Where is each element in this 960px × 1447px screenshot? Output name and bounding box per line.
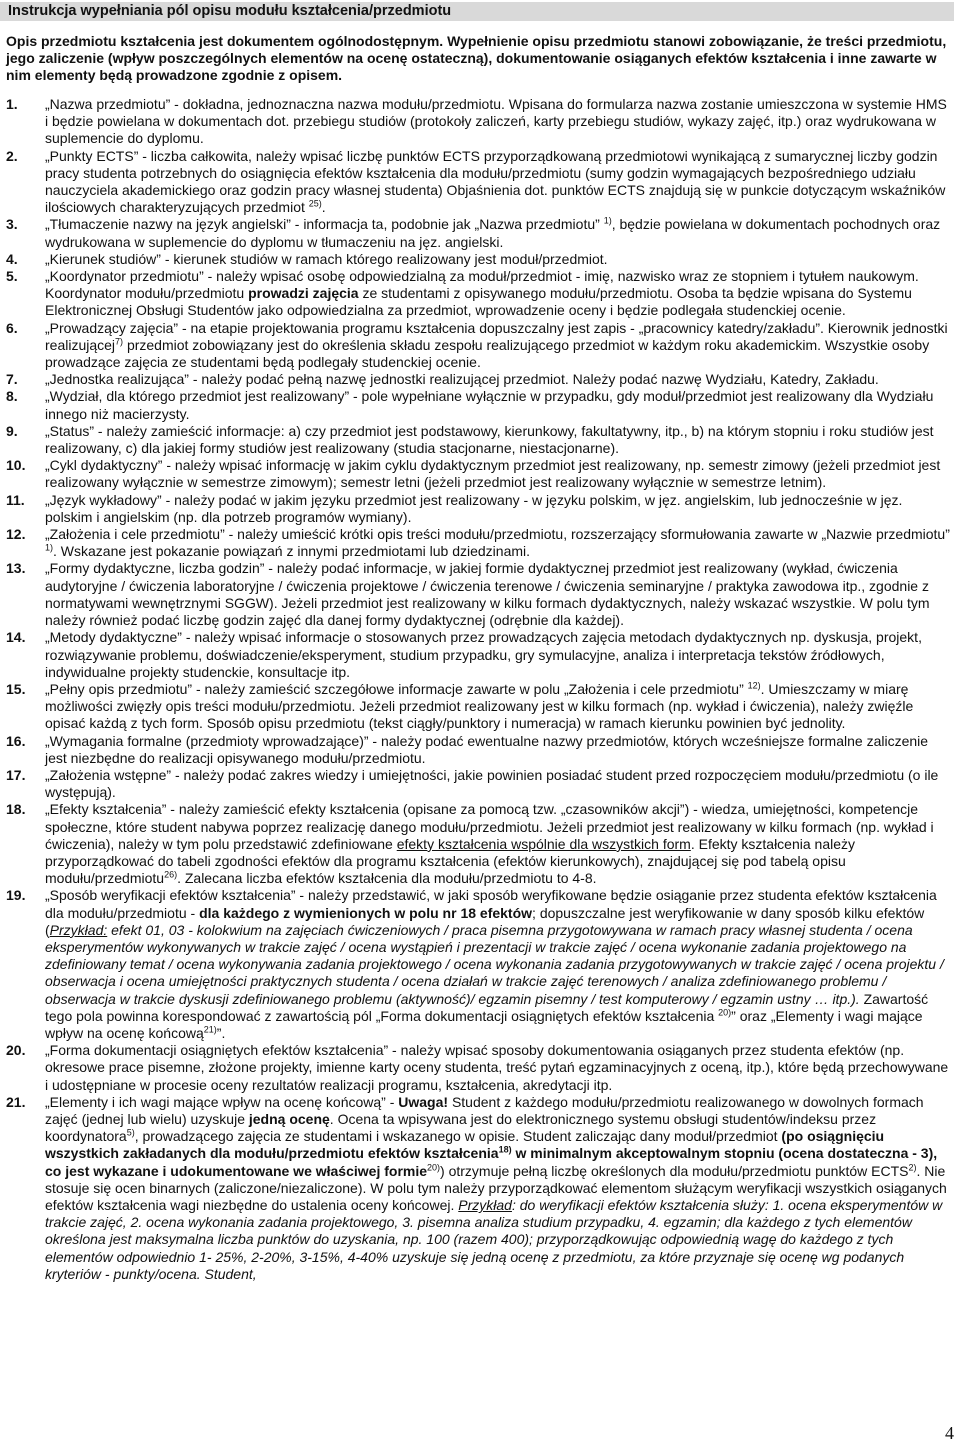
item-number: 2.	[6, 147, 18, 164]
list-item	[6, 733, 950, 767]
item-text-segment: ) otrzymuje pełną liczbę określonych dla modułu/przedmiotu punktów ECTS	[440, 1162, 909, 1179]
item-text-segment: 1)	[45, 542, 54, 553]
item-text-segment: . Ocena ta wpisywana jest do elektronicznego systemu obsługi studentów/indeksu przez koordynatora	[45, 1110, 877, 1145]
list-item	[6, 492, 950, 526]
item-text-segment: , będzie powielana w dokumentach pochodnych oraz wydrukowana w suplemencie do dyplomu w tłumaczeniu na jęz. angielski.	[45, 216, 941, 250]
item-text-segment: ” oraz „Elementy i wagi mające wpływ na ocenę końcową	[45, 1007, 923, 1041]
list-item	[6, 629, 950, 681]
list-item	[6, 148, 950, 217]
list-item	[6, 388, 950, 422]
item-text-segment: „Założenia i cele przedmiotu” - należy umieścić krótki opis treści modułu/przedmiotu, rozszerzający sformułowania zawarte w „Nazwie przedmiotu”	[45, 526, 950, 543]
item-text-segment: Przykład:	[49, 921, 108, 938]
item-text-segment: „Tłumaczenie nazwy na język angielski” - informacja ta, podobnie jak „Nazwa przedmiotu”	[45, 216, 604, 233]
item-number: 13.	[6, 560, 26, 577]
list-item	[6, 801, 950, 887]
list-item	[6, 526, 950, 560]
item-text-segment: .	[321, 199, 326, 216]
item-text-segment: ”.	[216, 1024, 226, 1041]
item-text-segment: Przykład	[458, 1197, 512, 1213]
item-text	[45, 801, 950, 887]
item-text-segment: „Cykl dydaktyczny” - należy wpisać informację w jakim cyklu dydaktycznym przedmiot jest realizowany, np. semestr zimowy (jeżeli przedmiot jest realizowany wyłącznie w semestrze zimowym); semestr letni (jeżeli przedmiot jest realizowany wyłącznie w semestrze letnim).	[45, 457, 941, 491]
item-text	[45, 526, 950, 560]
item-number: 17.	[6, 766, 26, 783]
list-item	[6, 1094, 950, 1283]
list-item	[6, 96, 950, 148]
item-text-segment: „Efekty kształcenia” - należy zamieścić efekty kształcenia (opisane za pomocą tzw. „czasowników akcji”) - wiedza, umiejętności, kompetencje społeczne, które student nabywa poprzez realizację danego modułu/przedmiotu. Jeżeli przedmiot jest realizowany w kilku formach (np. wykład i ćwiczenia), należy w tym polu przedstawić zdefiniowane	[45, 801, 934, 852]
intro-paragraph: Opis przedmiotu kształcenia jest dokumentem ogólnodostępnym. Wypełnienie opisu przedmiotu stanowi zobowiązanie, że treści przedmiotu, jego zaliczenie (wpływ poszczególnych elementów na ocenę ostateczną), dokumentowanie osiąganych efektów kształcenia i inne zawarte w nim elementy będą prowadzone zgodnie z opisem.	[6, 33, 947, 83]
list-item	[6, 681, 950, 733]
item-text	[45, 457, 950, 491]
item-text-segment: 18)	[498, 1144, 512, 1155]
item-text-segment: 12)	[747, 680, 761, 691]
instruction-list	[6, 96, 950, 1283]
item-text-segment: . Efekty kształcenia należy przyporządkować do tabeli zgodności efektów dla programu kształcenia (efektów kierunkowych), znajdującej się pod tabelą opisu modułu/przedmiotu	[45, 835, 856, 887]
item-text	[45, 423, 950, 457]
item-text-segment: 25)	[308, 198, 322, 209]
item-text-segment: efekty kształcenia wspólnie dla wszystkich form	[396, 835, 691, 852]
item-text	[45, 629, 950, 681]
page-title: Instrukcja wypełniania pól opisu modułu kształcenia/przedmiotu	[0, 2, 954, 21]
item-text-segment: . Umieszczamy w miarę możliwości zwięzły opis treści modułu/przedmiotu. Jeżeli przedmiot realizowany jest w kilku formach (np. wykład i ćwiczenia), należy zwięźle opisać każdą z tych form. Sposób opisu przedmiotu (tekst ciągły/punktory i numeracja) w ramach kierunku powinien być jednolity.	[45, 680, 914, 732]
item-text-segment: Zawartość tego pola powinna korespondować z zawartością pól „Forma dokumentacji osiągniętych efektów kształcenia	[45, 990, 929, 1024]
list-item	[6, 268, 950, 320]
item-number: 6.	[6, 319, 18, 336]
item-text-segment: „Elementy i ich wagi mające wpływ na ocenę końcową” -	[45, 1093, 399, 1110]
item-text-segment: „Jednostka realizująca” - należy podać pełną nazwę jednostki realizującej przedmiot. Należy podać nazwę Wydziału, Katedry, Zakładu.	[45, 371, 879, 388]
list-item	[6, 1042, 950, 1094]
item-text-segment: . Nie stosuje się ocen binarnych (zaliczone/niezaliczone). W polu tym należy przyporządkować elementom służącym weryfikacji wszystkich osiąganych efektów kształcenia wagi niezbędne do ustalenia oceny końcowej.	[45, 1162, 947, 1213]
item-number: 12.	[6, 526, 26, 543]
item-number: 16.	[6, 732, 26, 749]
item-text-segment: „Status” - należy zamieścić informacje: a) czy przedmiot jest podstawowy, kierunkowy, fakultatywny, itp., b) na którym stopniu i roku studiów jest realizowany, c) dla jakiej formy studiów jest realizowany (studia stacjonarne, niestacjonarne).	[45, 422, 934, 457]
item-number: 15.	[6, 680, 26, 697]
item-text-segment: „Język wykładowy” - należy podać w jakim języku przedmiot jest realizowany - w języku polskim, w jęz. angielskim, lub jednocześnie w jęz. polskim i angielskim (np. dla potrzeb programów wymiany).	[45, 491, 903, 525]
page-number: 4	[945, 1423, 954, 1443]
item-number: 3.	[6, 216, 18, 233]
item-text-segment: 7)	[115, 336, 124, 347]
item-text-segment: „Sposób weryfikacji efektów kształcenia” - należy przedstawić, w jaki sposób weryfikowane będzie osiąganie przez studenta efektów kształcenia dla modułu/przedmiotu -	[45, 887, 937, 921]
list-item	[6, 216, 950, 250]
item-text-segment: . Zalecana liczba efektów kształcenia dla modułu/przedmiotu to 4-8.	[177, 870, 597, 887]
item-number: 9.	[6, 422, 18, 439]
item-number: 18.	[6, 801, 26, 818]
list-item	[6, 560, 950, 629]
item-text-segment: „Metody dydaktyczne” - należy wpisać informacje o stosowanych przez prowadzących zajęcia metodach dydaktycznych np. dyskusja, projekt, rozwiązywanie problemu, doświadczenie/eksperyment, studium przypadku, gry symulacyjne, analiza i interpretacja tekstów źródłowych, indywidualne projekty studenckie, konsultacje itp.	[45, 629, 922, 680]
item-text	[45, 492, 950, 526]
item-text-segment: 20)	[427, 1161, 441, 1172]
item-text-segment: 21)	[203, 1024, 217, 1035]
item-number: 5.	[6, 268, 18, 285]
item-text	[45, 148, 950, 217]
item-number: 7.	[6, 371, 18, 388]
item-text-segment: „Wymagania formalne (przedmioty wprowadzające)” - należy podać ewentualne nazwy przedmiotów, których wcześniejsze formalne zaliczenie jest niezbędne do realizacji opisywanego modułu/przedmiotu.	[45, 732, 929, 766]
item-text	[45, 251, 950, 268]
item-text	[45, 268, 950, 320]
item-number: 4.	[6, 250, 18, 267]
item-text-segment: ze studentami z opisywanego modułu/przedmiotu. Osoba ta będzie wpisana do Systemu Elektronicznej Obsługi Studentów jako odpowiedzialna za przedmiot, wprowadzenie oceny i będzie podlegała studenckiej ocenie.	[45, 285, 912, 319]
item-text-segment: „Punkty ECTS” - liczba całkowita, należy wpisać liczbę punktów ECTS przyporządkowaną przedmiotowi wynikającą z sumarycznej liczby godzin pracy studenta potrzebnych do osiągnięcia efektów kształcenia dla modułu/przedmiotu (sumy godzin wymagających bezpośredniego udziału nauczyciela akademickiego oraz godzin pracy własnej studenta) Objaśnienia dot. punktów ECTS znajdują się w punkcie dotyczącym wskaźników ilościowych charakteryzujących przedmiot	[45, 147, 946, 216]
item-number: 20.	[6, 1042, 26, 1059]
item-text-segment: „Wydział, dla którego przedmiot jest realizowany” - pole wypełniane wyłącznie w przypadku, gdy moduł/przedmiot jest realizowany dla Wydziału innego niż macierzysty.	[45, 388, 934, 422]
item-text	[45, 733, 950, 767]
document-page	[6, 0, 950, 1283]
item-text-segment: „Nazwa przedmiotu” - dokładna, jednoznaczna nazwa modułu/przedmiotu. Wpisana do formularza nazwa zostanie umieszczona w systemie HMS i będzie powielana w dokumentach dot. przebiegu studiów (protokoły zaliczeń, karty przebiegu studiów, wykazy zajęć, itp.) oraz wydrukowana w suplemencie do dyplomu.	[45, 96, 947, 147]
item-text-segment: „Kierunek studiów” - kierunek studiów w ramach którego realizowany jest moduł/przedmiot.	[45, 250, 608, 267]
list-item	[6, 251, 950, 268]
item-text	[45, 887, 950, 1042]
item-text-segment: 5)	[126, 1127, 135, 1138]
item-text-segment: 20)	[718, 1007, 732, 1018]
item-text	[45, 1094, 950, 1283]
item-text-segment: ; dopuszczalne jest weryfikowanie w dany sposób kilku efektów (	[45, 904, 925, 938]
item-number: 14.	[6, 629, 26, 646]
item-text-segment: „Pełny opis przedmiotu” - należy zamieścić szczegółowe informacje zawarte w polu „Założenia i cele przedmiotu”	[45, 680, 748, 697]
item-text-segment: „Prowadzący zajęcia” - na etapie projektowania programu kształcenia dopuszczalny jest zapis - „pracownicy katedry/zakładu”. Kierownik jednostki realizującej	[45, 319, 948, 353]
item-text-segment: 1)	[603, 215, 612, 226]
item-number: 1.	[6, 96, 18, 112]
item-text-segment: 26)	[164, 869, 178, 880]
item-text-segment: „Koordynator przedmiotu” - należy wpisać osobę odpowiedzialną za moduł/przedmiot - imię, nazwisko wraz ze stopniem i tytułem naukowym. Koordynator modułu/przedmiotu	[45, 268, 919, 302]
item-text	[45, 1042, 950, 1094]
item-text	[45, 96, 950, 148]
item-text-segment: (po osiągnięciu wszystkich zakładanych dla modułu/przedmiotu efektów kształcenia	[45, 1128, 885, 1162]
item-text	[45, 388, 950, 422]
item-number: 8.	[6, 388, 18, 405]
item-text	[45, 216, 950, 250]
item-text	[45, 320, 950, 372]
item-text-segment: efekt 01, 03 - kolokwium na zajęciach ćwiczeniowych / praca pisemna przygotowywana w ramach pracy własnej studenta / ocena eksperymentów wykonywanych w trakcie zajęć / ocena wystąpień i prezentacji w trakcie zajęć / ocena wykonanie zadania projektowego na zdefiniowany temat / ocena wykonywania zadania projektowego / ocena wykonania zadania przygotowywanych w trakcie zajęć / ocena projektu / obserwacja i ocena umiejętności praktycznych studenta / ocena działań w trakcie zajęć terenowych / analiza zdefiniowanego problemu / obserwacja w trakcie dyskusji zdefiniowanego problemu (aktywność)/ egzamin pisemny / test komputerowy / egzamin ustny … itp.).	[45, 921, 944, 1007]
list-item	[6, 457, 950, 491]
item-text-segment: jedną ocenę	[248, 1110, 330, 1127]
list-item	[6, 371, 950, 388]
list-item	[6, 423, 950, 457]
list-item	[6, 320, 950, 372]
item-text-segment: Student z każdego modułu/przedmiotu realizowanego w dowolnych formach zajęć (jednej lub wielu) uzyskuje	[45, 1093, 924, 1127]
item-text	[45, 371, 950, 388]
item-text-segment: prowadzi zajęcia	[248, 285, 359, 302]
item-text-segment: przedmiot zobowiązany jest do określenia składu zespołu realizującego przedmiot w każdym roku akademickim. Wszystkie osoby prowadzące zajęcia ze studentami będą podlegały studenckiej ocenie.	[45, 336, 930, 371]
item-text-segment: „Formy dydaktyczne, liczba godzin” - należy podać informacje, w jakiej formie dydaktycznej przedmiot jest realizowany (wykład, ćwiczenia audytoryjne / ćwiczenia laboratoryjne / ćwiczenia projektowe / ćwiczenia terenowe / ćwiczenia seminaryjne / praktyka zawodowa itp., zgodnie z normatywami wewnętrznymi SGGW). Jeżeli przedmiot jest realizowany w kilku formach dydaktycznych, należy wskazać wszystkie. W polu tym należy również podać liczbę godzin zajęć dla danej formy dydaktycznej (odrębnie dla każdej).	[45, 560, 930, 629]
item-text-segment: 2)	[908, 1161, 917, 1172]
list-item	[6, 767, 950, 801]
item-text	[45, 560, 950, 629]
list-item	[6, 887, 950, 1042]
item-text-segment: dla każdego z wymienionych w polu nr 18 efektów	[199, 904, 533, 921]
item-number: 10.	[6, 457, 26, 474]
item-number: 21.	[6, 1093, 26, 1110]
item-number: 19.	[6, 887, 26, 904]
item-text-segment: „Forma dokumentacji osiągniętych efektów kształcenia” - należy wpisać sposoby dokumentowania osiąganych przez studenta efektów (np. okresowe prace pisemne, złożone projekty, imienne karty oceny studenta, treść pytań egzaminacyjnych z oceną, itp.), które będą przechowywane i udostępniane w procesie oceny rezultatów realizacji programu, kształcenia, akredytacji itp.	[45, 1042, 949, 1093]
item-text-segment: . Wskazane jest pokazanie powiązań z innymi przedmiotami lub dziedzinami.	[53, 543, 531, 560]
item-text	[45, 681, 950, 733]
item-text-segment: Uwaga!	[398, 1093, 449, 1110]
item-text-segment: „Założenia wstępne” - należy podać zakres wiedzy i umiejętności, jakie powinien posiadać student przed rozpoczęciem modułu/przedmiotu (o ile występują).	[45, 766, 939, 801]
item-text	[45, 767, 950, 801]
item-text-segment: w minimalnym akceptowalnym stopniu (ocena dostateczna - 3), co jest wykazane i udokumentowane we właściwej formie	[45, 1145, 938, 1179]
item-text-segment: : do weryfikacji efektów kształcenia służy: 1. ocena eksperymentów w trakcie zajęć, 2. ocena wykonania zadania projektowego, 3. pisemna analiza studium przypadku, 4. egzamin; dla każdego z tych elementów określona jest maksymalna liczba punktów do uzyskania, np. 100 (razem 400); przyporządkowując odpowiednią wagę do każdego z tych elementów odpowiednio 1- 25%, 2-20%, 3-15%, 4-40% uzyskuje się jedną ocenę z przedmiotu, za które przyznaje się ocenę wg podanych kryteriów - punkty/ocena. Student,	[45, 1197, 943, 1282]
item-number: 11.	[6, 491, 25, 508]
item-text-segment: , prowadzącego zajęcia ze studentami i wskazanego w opisie. Student zaliczając dany moduł/przedmiot	[134, 1128, 782, 1145]
